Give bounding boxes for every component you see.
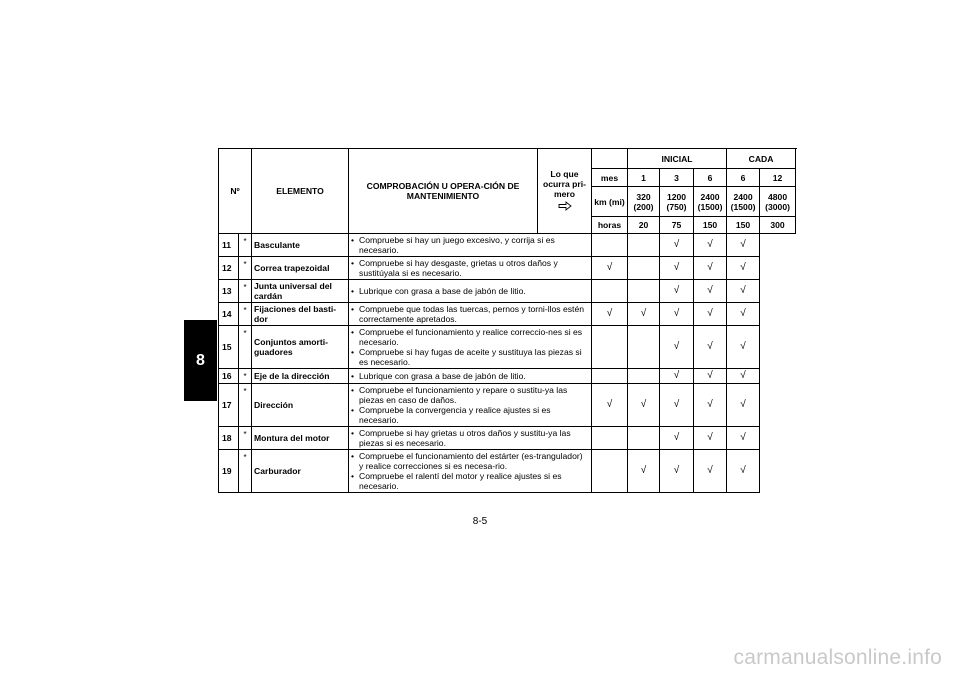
row-star: * <box>239 369 252 384</box>
row-item: Conjuntos amorti-guadores <box>252 326 349 369</box>
row-checks <box>349 450 592 493</box>
row-star: * <box>239 427 252 450</box>
interval-cell <box>694 303 727 326</box>
check-item: • Compruebe la convergencia y realice ajustes si es necesario. <box>351 405 589 425</box>
checkmark-icon: √ <box>740 285 746 296</box>
header-whichever-label: Lo que ocurra pri-mero <box>543 169 586 199</box>
interval-cell <box>727 384 760 427</box>
interval-cell <box>694 384 727 427</box>
checkmark-icon: √ <box>673 432 680 443</box>
checkmark-icon: √ <box>606 308 613 319</box>
interval-cell <box>592 280 628 303</box>
interval-cell <box>592 384 628 427</box>
row-star: * <box>239 450 252 493</box>
page-number: 8-5 <box>472 516 488 527</box>
check-item: • Lubrique con grasa a base de jabón de litio. <box>351 286 589 296</box>
interval-cell <box>592 369 628 384</box>
check-list <box>351 385 589 425</box>
interval-cell <box>727 450 760 493</box>
row-number: 11 <box>219 234 239 257</box>
row-item: Basculante <box>252 234 349 257</box>
row-number: 16 <box>219 369 239 384</box>
interval-cell <box>727 326 760 369</box>
km-value: 2400 (1500) <box>694 187 727 217</box>
header-whichever <box>538 149 592 234</box>
row-item: Dirección <box>252 384 349 427</box>
check-item: • Compruebe el ralentí del motor y realice ajustes si es necesario. <box>351 471 589 491</box>
header-element: ELEMENTO <box>252 149 349 234</box>
checkmark-icon: √ <box>740 432 746 443</box>
horas-value: 150 <box>727 217 760 234</box>
mes-value: 1 <box>628 169 660 187</box>
checkmark-icon: √ <box>673 370 680 381</box>
check-item: • Lubrique con grasa a base de jabón de litio. <box>351 371 589 381</box>
interval-cell <box>660 257 694 280</box>
interval-cell <box>592 427 628 450</box>
mes-value: 6 <box>727 169 760 187</box>
interval-cell <box>628 369 660 384</box>
checkmark-icon: √ <box>673 341 680 352</box>
checkmark-icon: √ <box>740 341 746 352</box>
row-star: * <box>239 303 252 326</box>
checkmark-icon: √ <box>640 399 647 410</box>
interval-cell <box>660 280 694 303</box>
interval-cell <box>694 280 727 303</box>
table-row <box>219 450 796 493</box>
interval-cell <box>694 369 727 384</box>
checkmark-icon: √ <box>740 370 746 381</box>
interval-cell <box>727 257 760 280</box>
interval-cell <box>727 369 760 384</box>
interval-cell <box>660 384 694 427</box>
checkmark-icon: √ <box>673 262 680 273</box>
interval-cell <box>694 326 727 369</box>
row-item: Montura del motor <box>252 427 349 450</box>
row-number: 18 <box>219 427 239 450</box>
row-star: * <box>239 257 252 280</box>
table-row <box>219 369 796 384</box>
row-checks <box>349 384 592 427</box>
checkmark-icon: √ <box>640 465 647 476</box>
checkmark-icon: √ <box>707 341 713 352</box>
row-checks <box>349 326 592 369</box>
header-no: Nº <box>219 149 252 234</box>
interval-cell <box>592 450 628 493</box>
checkmark-icon: √ <box>673 308 680 319</box>
interval-cell <box>660 369 694 384</box>
checkmark-icon: √ <box>707 239 713 250</box>
row-checks <box>349 257 592 280</box>
interval-cell <box>660 303 694 326</box>
checkmark-icon: √ <box>740 239 746 250</box>
interval-cell <box>592 234 628 257</box>
checkmark-icon: √ <box>707 465 713 476</box>
row-number: 17 <box>219 384 239 427</box>
row-checks <box>349 369 592 384</box>
checkmark-icon: √ <box>707 432 713 443</box>
checkmark-icon: √ <box>707 285 713 296</box>
horas-value: 150 <box>694 217 727 234</box>
check-item: • Compruebe que todas las tuercas, pernos y torni-llos estén correctamente apretados. <box>351 304 589 324</box>
table-row <box>219 303 796 326</box>
row-number: 13 <box>219 280 239 303</box>
row-item: Eje de la dirección <box>252 369 349 384</box>
check-list <box>351 428 589 448</box>
row-star: * <box>239 234 252 257</box>
watermark: carmanualsonline.info <box>733 646 942 669</box>
interval-cell <box>592 326 628 369</box>
header-every: CADA <box>727 149 796 169</box>
header-blank <box>592 149 628 169</box>
checkmark-icon: √ <box>606 262 613 273</box>
row-item: Correa trapezoidal <box>252 257 349 280</box>
mes-label: mes <box>592 169 628 187</box>
interval-cell <box>694 450 727 493</box>
check-item: • Compruebe el funcionamiento del estárter (es-trangulador) y realice correcciones si es necesa-rio. <box>351 451 589 471</box>
checkmark-icon: √ <box>673 285 680 296</box>
interval-cell <box>628 427 660 450</box>
header-check: COMPROBACIÓN U OPERA-CIÓN DE MANTENIMIENTO <box>349 149 538 234</box>
row-number: 15 <box>219 326 239 369</box>
checkmark-icon: √ <box>740 465 746 476</box>
horas-value: 75 <box>660 217 694 234</box>
table-row <box>219 427 796 450</box>
km-value: 4800 (3000) <box>760 187 796 217</box>
row-number: 19 <box>219 450 239 493</box>
interval-cell <box>592 257 628 280</box>
interval-cell <box>660 450 694 493</box>
interval-cell <box>628 450 660 493</box>
interval-cell <box>628 280 660 303</box>
check-item: • Compruebe el funcionamiento y repare o sustitu-ya las piezas en caso de daños. <box>351 385 589 405</box>
check-list <box>351 371 589 381</box>
maintenance-table <box>218 148 796 493</box>
check-list <box>351 327 589 367</box>
table-row <box>219 234 796 257</box>
row-checks <box>349 427 592 450</box>
horas-label: horas <box>592 217 628 234</box>
horas-value: 20 <box>628 217 660 234</box>
row-star: * <box>239 384 252 427</box>
interval-cell <box>660 326 694 369</box>
checkmark-icon: √ <box>707 399 713 410</box>
chapter-tab: 8 <box>184 320 217 401</box>
checkmark-icon: √ <box>673 399 680 410</box>
table-row <box>219 384 796 427</box>
header-initial: INICIAL <box>628 149 727 169</box>
check-list <box>351 258 589 278</box>
checkmark-icon: √ <box>673 465 680 476</box>
mes-value: 12 <box>760 169 796 187</box>
row-checks <box>349 280 592 303</box>
table-row <box>219 257 796 280</box>
checkmark-icon: √ <box>673 239 680 250</box>
row-item: Fijaciones del basti-dor <box>252 303 349 326</box>
arrow-right-icon <box>558 201 572 213</box>
row-number: 14 <box>219 303 239 326</box>
interval-cell <box>628 326 660 369</box>
checkmark-icon: √ <box>740 308 746 319</box>
checkmark-icon: √ <box>606 399 613 410</box>
check-item: • Compruebe si hay desgaste, grietas u otros daños y sustitúyala si es necesario. <box>351 258 589 278</box>
interval-cell <box>727 303 760 326</box>
checkmark-icon: √ <box>740 262 746 273</box>
table-row <box>219 326 796 369</box>
row-star: * <box>239 326 252 369</box>
interval-cell <box>694 257 727 280</box>
interval-cell <box>727 427 760 450</box>
check-item: • Compruebe si hay un juego excesivo, y corrija si es necesario. <box>351 235 589 255</box>
row-item: Junta universal del cardán <box>252 280 349 303</box>
checkmark-icon: √ <box>740 399 746 410</box>
interval-cell <box>628 257 660 280</box>
interval-cell <box>628 303 660 326</box>
interval-cell <box>660 234 694 257</box>
check-list <box>351 235 589 255</box>
interval-cell <box>694 234 727 257</box>
checkmark-icon: √ <box>707 308 713 319</box>
check-item: • Compruebe si hay fugas de aceite y sustituya las piezas si es necesario. <box>351 347 589 367</box>
km-value: 2400 (1500) <box>727 187 760 217</box>
km-label: km (mi) <box>592 187 628 217</box>
interval-cell <box>628 384 660 427</box>
row-star: * <box>239 280 252 303</box>
interval-cell <box>592 303 628 326</box>
row-number: 12 <box>219 257 239 280</box>
row-checks <box>349 303 592 326</box>
horas-value: 300 <box>760 217 796 234</box>
check-list <box>351 451 589 491</box>
checkmark-icon: √ <box>707 370 713 381</box>
interval-cell <box>727 280 760 303</box>
km-value: 320 (200) <box>628 187 660 217</box>
check-list <box>351 304 589 324</box>
check-item: • Compruebe el funcionamiento y realice correccio-nes si es necesario. <box>351 327 589 347</box>
check-list <box>351 286 589 296</box>
checkmark-icon: √ <box>640 308 647 319</box>
km-value: 1200 (750) <box>660 187 694 217</box>
checkmark-icon: √ <box>707 262 713 273</box>
row-checks <box>349 234 592 257</box>
table-row <box>219 280 796 303</box>
interval-cell <box>694 427 727 450</box>
check-item: • Compruebe si hay grietas u otros daños y sustitu-ya las piezas si es necesario. <box>351 428 589 448</box>
mes-value: 3 <box>660 169 694 187</box>
interval-cell <box>727 234 760 257</box>
interval-cell <box>660 427 694 450</box>
mes-value: 6 <box>694 169 727 187</box>
interval-cell <box>628 234 660 257</box>
row-item: Carburador <box>252 450 349 493</box>
